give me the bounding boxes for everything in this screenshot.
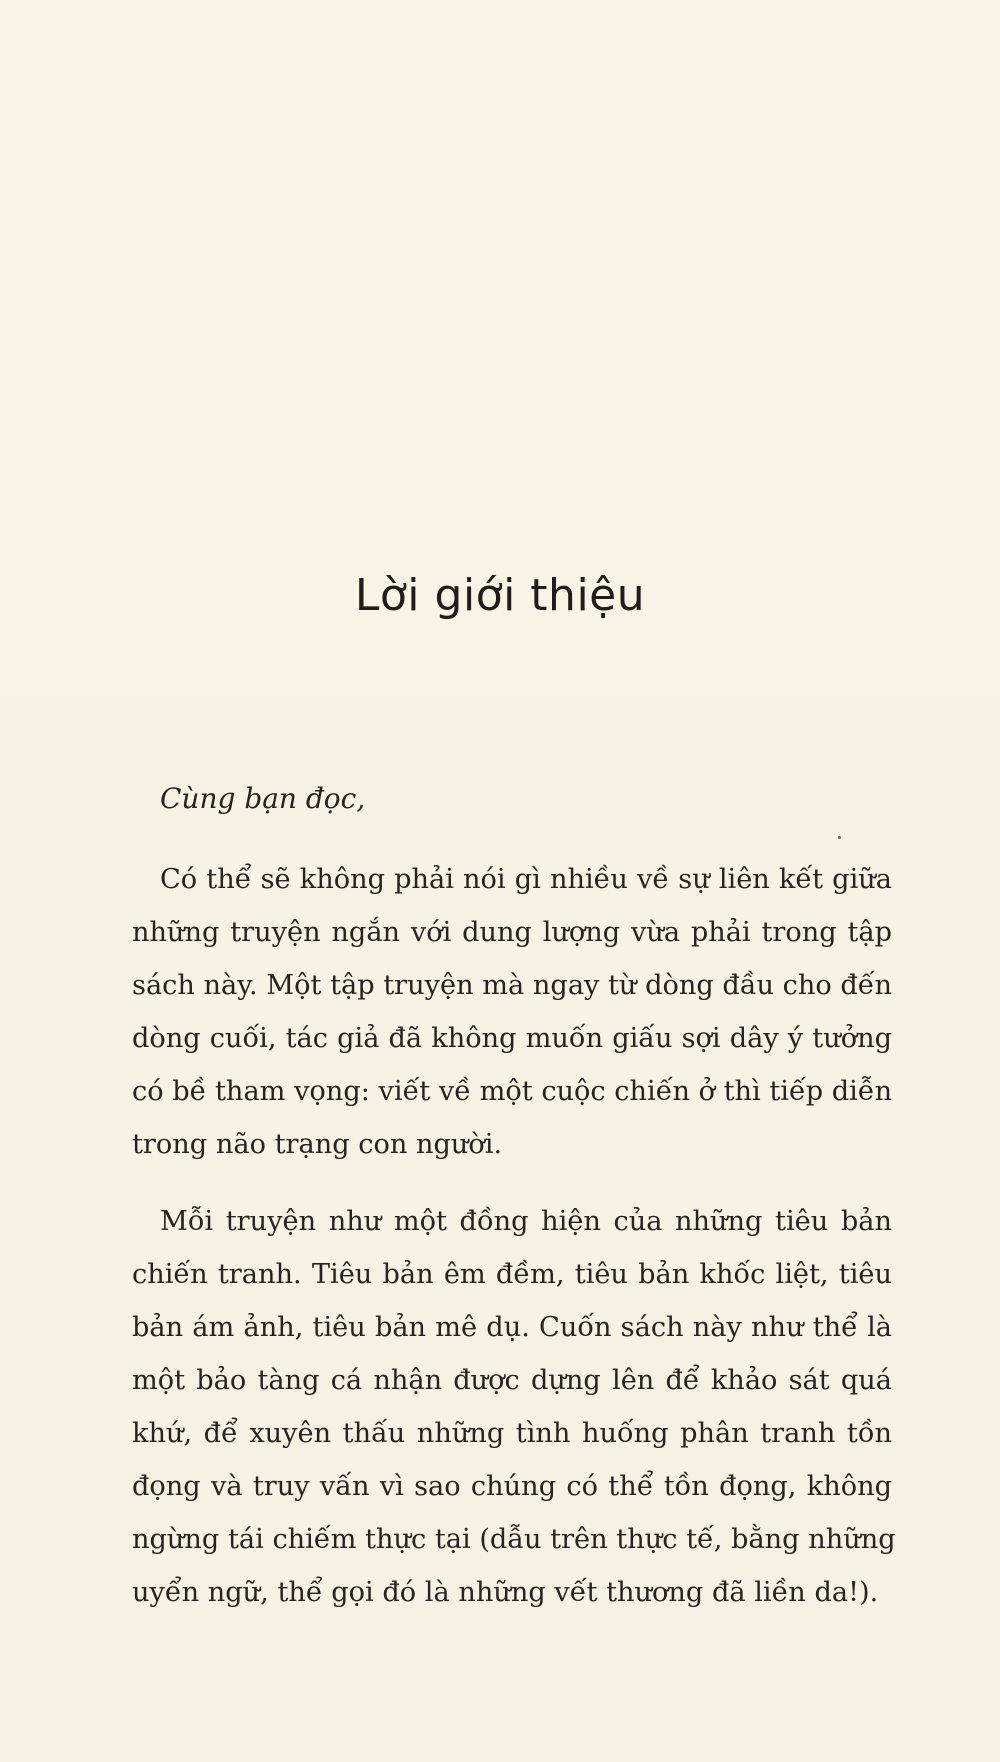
paragraph-1 <box>132 853 892 1171</box>
paragraph-line: uyển ngữ, thể gọi đó là những vết thương đã liền da!). <box>132 1577 879 1608</box>
paragraph-line: bản ám ảnh, tiêu bản mê dụ. Cuốn sách này như thể là <box>132 1312 892 1343</box>
paragraph-2 <box>132 1195 896 1619</box>
paragraph-line: trong não trạng con người. <box>132 1129 503 1160</box>
paragraph-line: chiến tranh. Tiêu bản êm đềm, tiêu bản khốc liệt, tiêu <box>132 1259 892 1290</box>
paragraph-line: những truyện ngắn với dung lượng vừa phải trong tập <box>132 917 892 948</box>
paragraph-line: dòng cuối, tác giả đã không muốn giấu sợi dây ý tưởng <box>132 1023 892 1054</box>
page-title: Lời giới thiệu <box>354 570 646 621</box>
paragraph-line: Có thể sẽ không phải nói gì nhiều về sự liên kết giữa <box>160 864 892 895</box>
paragraph-line: khứ, để xuyên thấu những tình huống phân tranh tồn <box>132 1418 892 1449</box>
paragraph-line: Mỗi truyện như một đồng hiện của những tiêu bản <box>160 1206 892 1237</box>
ink-speck <box>838 836 841 839</box>
greeting: Cùng bạn đọc, <box>160 782 366 815</box>
paragraph-line: một bảo tàng cá nhận được dựng lên để khảo sát quá <box>132 1365 892 1396</box>
paragraph-line: có bề tham vọng: viết về một cuộc chiến ở thì tiếp diễn <box>132 1076 893 1107</box>
paragraph-line: ngừng tái chiếm thực tại (dẫu trên thực tế, bằng những <box>132 1524 896 1555</box>
paragraph-line: sách này. Một tập truyện mà ngay từ dòng đầu cho đến <box>132 970 893 1001</box>
paragraph-line: đọng và truy vấn vì sao chúng có thể tồn đọng, không <box>132 1471 892 1502</box>
